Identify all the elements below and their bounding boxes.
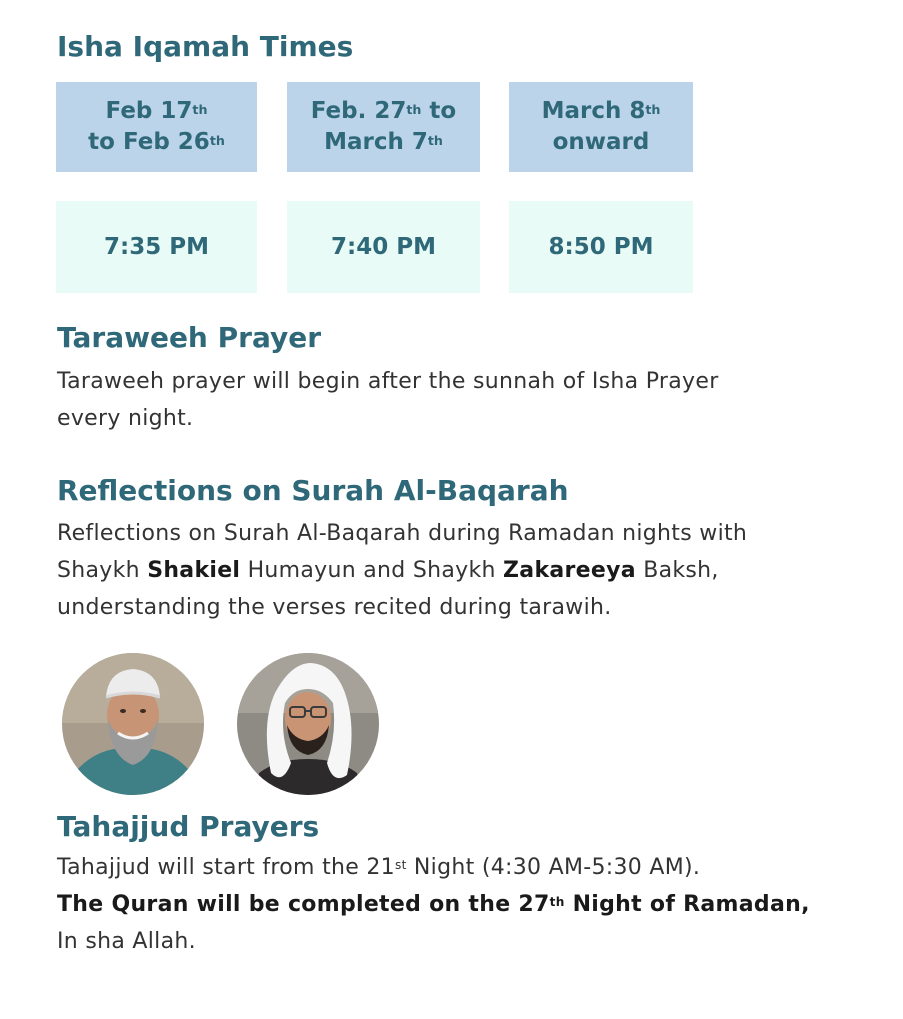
avatar-shaykh-shakiel [62, 653, 204, 795]
isha-time-2: 7:40 PM [287, 201, 480, 293]
isha-range-1-line2: to Feb 26 [88, 129, 210, 155]
isha-range-1-sup1: th [192, 102, 208, 117]
taraweeh-line2: every night. [57, 406, 194, 431]
isha-range-1 [56, 82, 257, 172]
isha-range-2-tail1: to [421, 98, 457, 124]
avatar-shaykh-zakareeya [237, 653, 379, 795]
speaker-name-shakiel: Shakiel [147, 558, 241, 583]
isha-time-1: 7:35 PM [56, 201, 257, 293]
tahajjud-line1-sup: st [394, 858, 407, 872]
tahajjud-line2-b: Night of Ramadan, [564, 892, 810, 917]
tahajjud-line2-sup: th [549, 895, 565, 909]
reflections-line2-a: Shaykh [57, 558, 148, 583]
isha-range-3-sup1: th [645, 102, 661, 117]
tahajjud-text [57, 849, 810, 960]
taraweeh-line1: Taraweeh prayer will begin after the sunnah of Isha Prayer [57, 369, 719, 394]
isha-range-2-sup2: th [427, 133, 443, 148]
isha-range-2-sup1: th [406, 102, 422, 117]
reflections-line2-e: Baksh, [635, 558, 719, 583]
quran-completion-notice [57, 892, 810, 917]
tahajjud-line1-b: Night (4:30 AM-5:30 AM). [406, 855, 701, 880]
isha-range-3-line1: March 8 [541, 98, 646, 124]
avatar-shakiel-photo [62, 653, 204, 795]
tahajjud-line1-a: Tahajjud will start from the 21 [57, 855, 395, 880]
isha-range-2-line2: March 7 [324, 129, 428, 155]
reflections-line1: Reflections on Surah Al-Baqarah during Ramadan nights with [57, 521, 748, 546]
taraweeh-title: Taraweeh Prayer [57, 321, 322, 354]
speaker-name-zakareeya: Zakareeya [503, 558, 636, 583]
isha-range-2 [287, 82, 480, 172]
reflections-title: Reflections on Surah Al-Baqarah [57, 474, 569, 507]
taraweeh-text [57, 363, 719, 437]
reflections-line2-c: Humayun and Shaykh [240, 558, 504, 583]
isha-title: Isha Iqamah Times [57, 30, 354, 63]
avatar-zakareeya-photo [237, 653, 379, 795]
isha-time-3: 8:50 PM [509, 201, 693, 293]
tahajjud-line2-a: The Quran will be completed on the 27 [57, 892, 550, 917]
reflections-text [57, 515, 747, 626]
tahajjud-title: Tahajjud Prayers [57, 810, 320, 843]
isha-range-3 [509, 82, 693, 172]
reflections-line3: understanding the verses recited during tarawih. [57, 595, 612, 620]
isha-range-1-sup2: th [209, 133, 225, 148]
tahajjud-line3: In sha Allah. [57, 929, 196, 954]
isha-range-2-line1: Feb. 27 [310, 98, 407, 124]
isha-range-3-line2: onward [552, 129, 650, 155]
isha-range-1-line1: Feb 17 [105, 98, 193, 124]
